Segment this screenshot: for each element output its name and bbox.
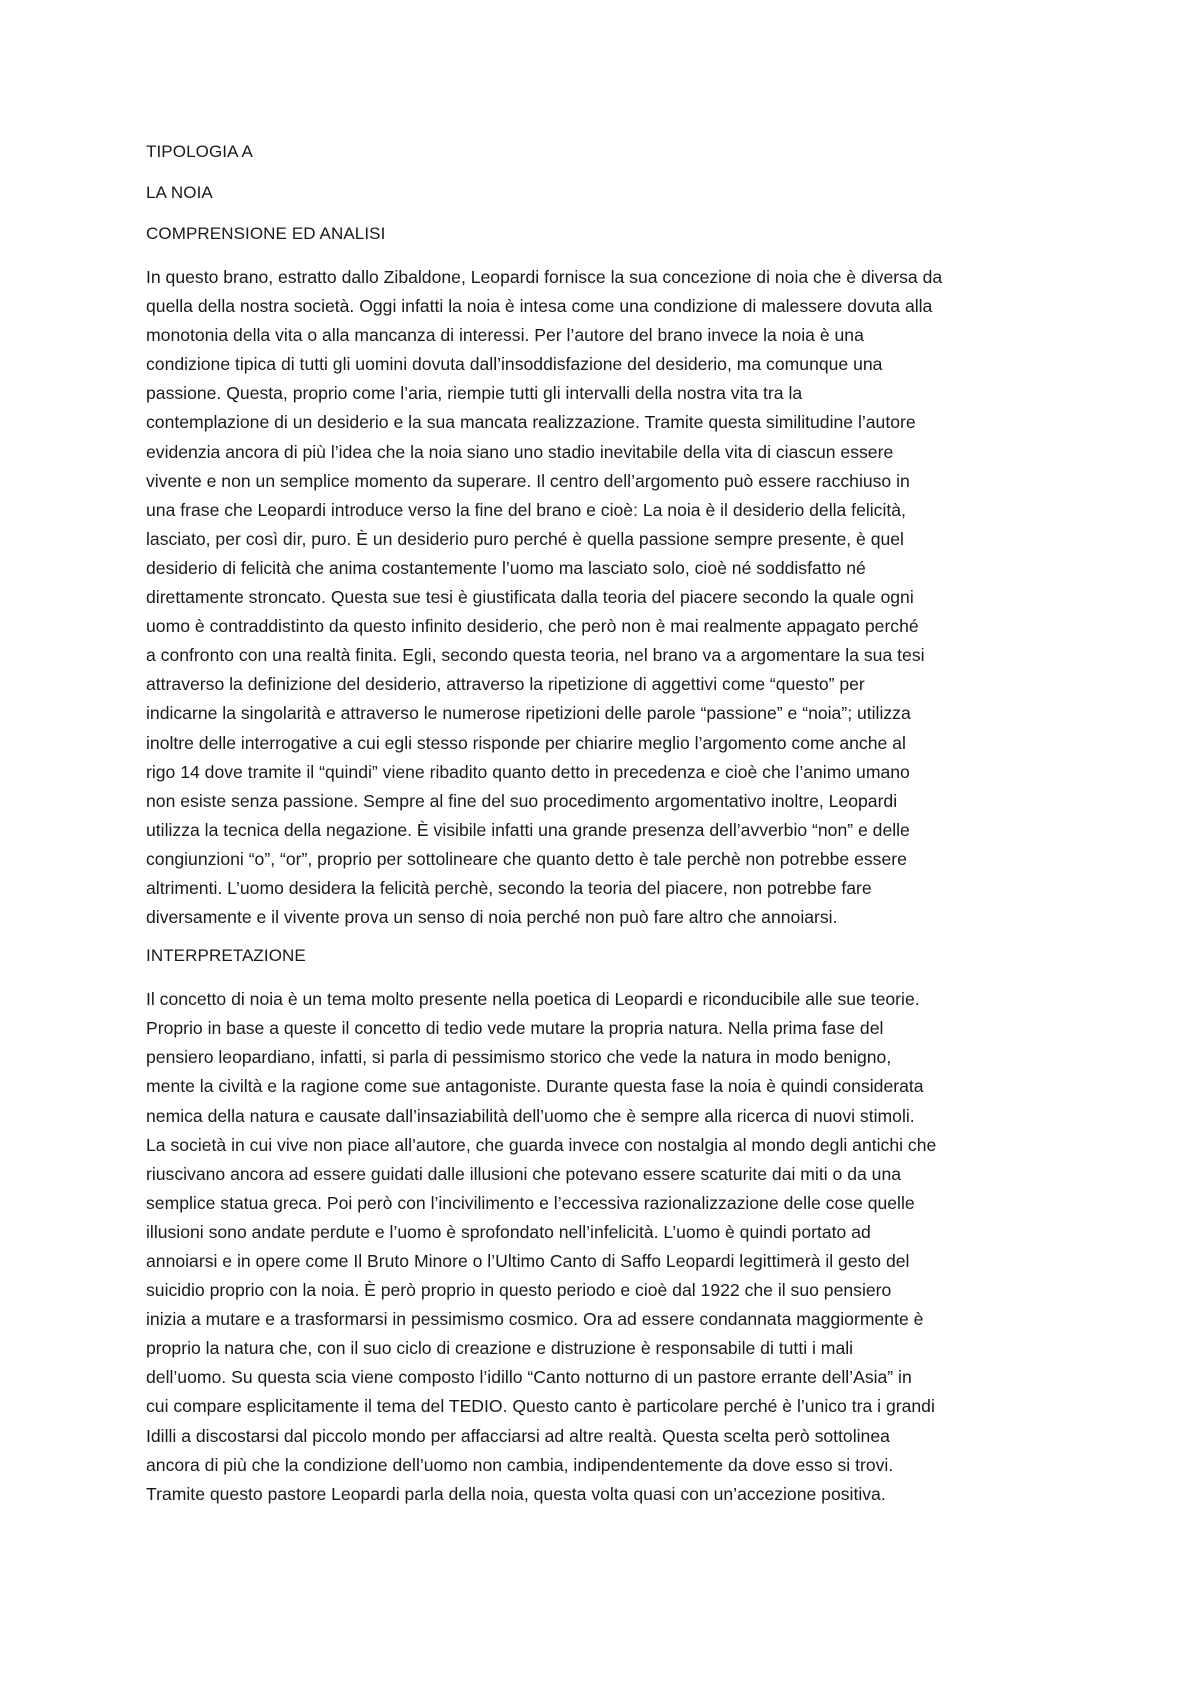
text-line: indicarne la singolarità e attraverso le numerose ripetizioni delle parole “passione” e “noia”; utilizza — [146, 703, 911, 724]
text-line: condizione tipica di tutti gli uomini dovuta dall’insoddisfazione del desiderio, ma comunque una — [146, 354, 883, 375]
text-line: desiderio di felicità che anima costantemente l’uomo ma lasciato solo, cioè né soddisfatto né — [146, 557, 866, 578]
tipologia-heading: TIPOLOGIA A — [146, 142, 253, 161]
text-line: proprio la natura che, con il suo ciclo di creazione e distruzione è responsabile di tutti i mali — [146, 1338, 854, 1359]
text-line: riuscivano ancora ad essere guidati dalle illusioni che potevano essere scaturite dai miti o da una — [146, 1163, 902, 1184]
text-line: mente la civiltà e la ragione come sue antagoniste. Durante questa fase la noia è quindi considerata — [146, 1076, 924, 1097]
text-line: inoltre delle interrogative a cui egli stesso risponde per chiarire meglio l’argomento come anche al — [146, 732, 906, 753]
paragraph-comprensione — [146, 263, 1046, 932]
text-line: annoiarsi e in opere come Il Bruto Minore o l’Ultimo Canto di Saffo Leopardi legittimerà il gesto del — [146, 1251, 910, 1271]
text-line: una frase che Leopardi introduce verso la fine del brano e cioè: La noia è il desiderio della felicità, — [146, 499, 906, 520]
text-line: rigo 14 dove tramite il “quindi” viene ribadito quanto detto in precedenza e cioè che l’animo umano — [146, 761, 910, 782]
document-title: LA NOIA — [146, 183, 213, 202]
section-heading-interpretazione: INTERPRETAZIONE — [146, 946, 306, 966]
text-line: Tramite questo pastore Leopardi parla della noia, questa volta quasi con un’accezione positiva. — [146, 1483, 886, 1504]
text-line: Il concetto di noia è un tema molto presente nella poetica di Leopardi e riconducibile alle sue teorie. — [146, 989, 920, 1010]
text-line: La società in cui vive non piace all’autore, che guarda invece con nostalgia al mondo degli antichi che — [146, 1134, 937, 1155]
text-line: Idilli a discostarsi dal piccolo mondo per affacciarsi ad altre realtà. Questa scelta però sottolinea — [146, 1425, 890, 1446]
text-line: direttamente stroncato. Questa sue tesi è giustificata dalla teoria del piacere secondo la quale ogni — [146, 587, 914, 608]
text-line: congiunzioni “o”, “or”, proprio per sottolineare che quanto detto è tale perchè non potrebbe essere — [146, 848, 907, 869]
text-line: passione. Questa, proprio come l’aria, riempie tutti gli intervalli della nostra vita tra la — [146, 383, 803, 404]
text-line: In questo brano, estratto dallo Zibaldone, Leopardi fornisce la sua concezione di noia che è diversa da — [146, 267, 943, 287]
text-line: semplice statua greca. Poi però con l’incivilimento e l’eccessiva razionalizzazione delle cose quelle — [146, 1192, 915, 1213]
text-line: nemica della natura e causate dall’insaziabilità dell’uomo che è sempre alla ricerca di nuovi stimoli. — [146, 1105, 915, 1126]
text-line: pensiero leopardiano, infatti, si parla di pessimismo storico che vede la natura in modo benigno, — [146, 1047, 892, 1068]
document-page — [146, 140, 1046, 1521]
text-line: ancora di più che la condizione dell’uomo non cambia, indipendentemente da dove esso si trovi. — [146, 1454, 894, 1475]
paragraph-interpretazione — [146, 985, 1046, 1509]
text-line: utilizza la tecnica della negazione. È visibile infatti una grande presenza dell’avverbio “non” e delle — [146, 819, 910, 840]
text-line: evidenzia ancora di più l’idea che la noia siano uno stadio inevitabile della vita di ciascun essere — [146, 441, 894, 462]
text-line: quella della nostra società. Oggi infatti la noia è intesa come una condizione di malessere dovuta alla — [146, 296, 933, 317]
text-line: altrimenti. L’uomo desidera la felicità perchè, secondo la teoria del piacere, non potrebbe fare — [146, 877, 872, 898]
text-line: diversamente e il vivente prova un senso di noia perché non può fare altro che annoiarsi. — [146, 907, 838, 928]
text-line: Proprio in base a queste il concetto di tedio vede mutare la propria natura. Nella prima fase del — [146, 1018, 884, 1039]
text-line: suicidio proprio con la noia. È però proprio in questo periodo e cioè dal 1922 che il suo pensiero — [146, 1280, 892, 1301]
text-line: contemplazione di un desiderio e la sua mancata realizzazione. Tramite questa similitudine l’autore — [146, 412, 916, 433]
section-heading-comprensione: COMPRENSIONE ED ANALISI — [146, 224, 386, 243]
text-line: a confronto con una realtà finita. Egli, secondo questa teoria, nel brano va a argomentare la sua tesi — [146, 645, 925, 666]
text-line: inizia a mutare e a trasformarsi in pessimismo cosmico. Ora ad essere condannata maggiormente è — [146, 1309, 924, 1330]
text-line: attraverso la definizione del desiderio, attraverso la ripetizione di aggettivi come “questo” per — [146, 674, 865, 695]
text-line: dell’uomo. Su questa scia viene composto l’idillo “Canto notturno di un pastore errante dell’Asia” in — [146, 1367, 912, 1388]
text-line: vivente e non un semplice momento da superare. Il centro dell’argomento può essere racchiuso in — [146, 470, 910, 491]
text-line: illusioni sono andate perdute e l’uomo è sprofondato nell’infelicità. L’uomo è quindi portato ad — [146, 1221, 871, 1242]
text-line: uomo è contraddistinto da questo infinito desiderio, che però non è mai realmente appagato perché — [146, 616, 919, 637]
text-line: non esiste senza passione. Sempre al fine del suo procedimento argomentativo inoltre, Leopardi — [146, 790, 898, 811]
text-line: lasciato, per così dir, puro. È un desiderio puro perché è quella passione sempre presente, è quel — [146, 528, 904, 549]
text-line: cui compare esplicitamente il tema del TEDIO. Questo canto è particolare perché è l’unico tra i grandi — [146, 1396, 935, 1417]
text-line: monotonia della vita o alla mancanza di interessi. Per l’autore del brano invece la noia è una — [146, 325, 864, 346]
